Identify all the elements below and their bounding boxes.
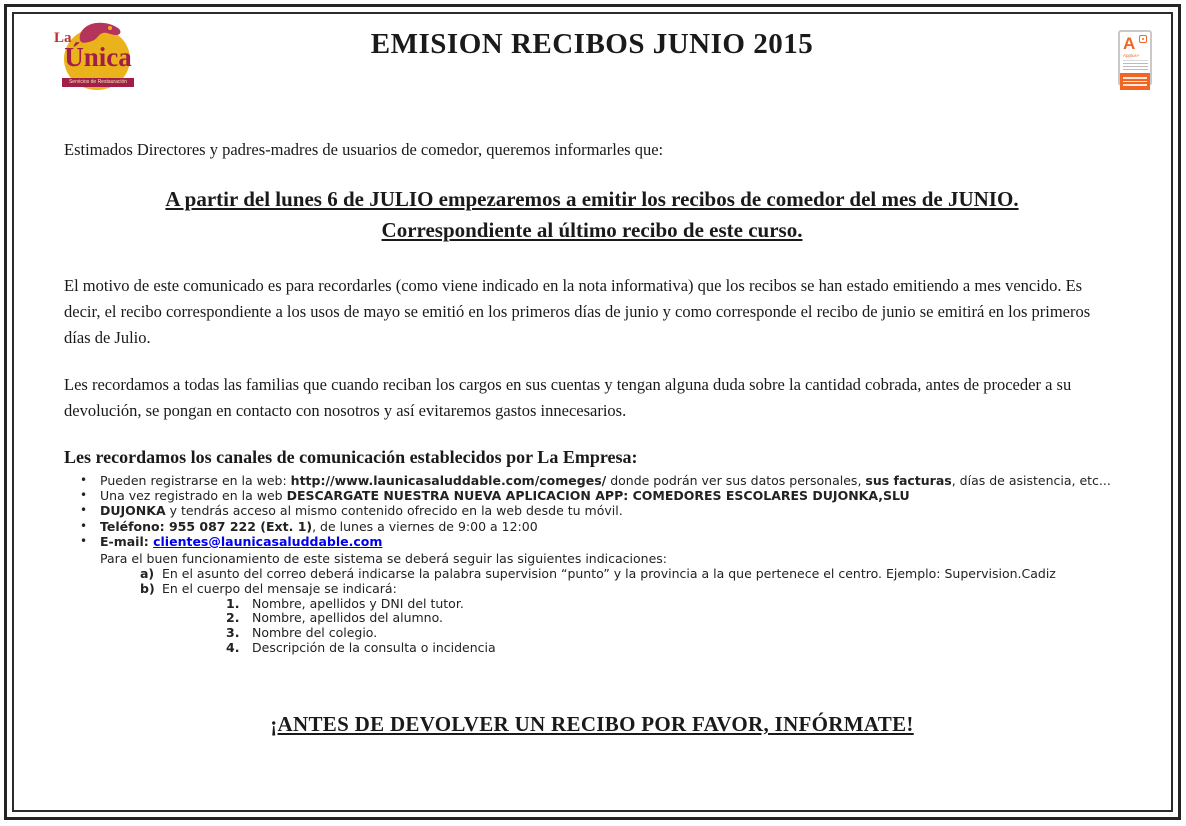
instruction-text: En el cuerpo del mensaje se indicará: [162, 581, 397, 597]
instruction-item-a [64, 566, 1120, 581]
instruction-label: b) [140, 581, 155, 597]
channels-bullet-list [64, 473, 1120, 549]
applus-certification-badge [1118, 30, 1152, 86]
instruction-text: En el asunto del correo deberá indicarse la palabra supervision “punto” y la provincia a la que pertenece el centro. Ejemplo: Supervision.Cadiz [162, 566, 1056, 582]
item-text: Descripción de la consulta o incidencia [252, 640, 496, 656]
badge-microtext [1123, 63, 1148, 71]
bullet-app-access: • DUJONKA y tendrás acceso al mismo contenido ofrecido en la web desde tu móvil. [64, 503, 1120, 518]
instructions-intro: Para el buen funcionamiento de este sistema se deberá seguir las siguientes indicaciones: [100, 551, 667, 567]
message-field-item [64, 597, 1120, 612]
intro-paragraph: Estimados Directores y padres-madres de usuarios de comedor, queremos informarles que: [64, 140, 664, 159]
message-field-item [64, 641, 1120, 656]
document-header [20, 18, 1164, 114]
instruction-item-b [64, 581, 1120, 596]
logo-top-text: La [54, 30, 72, 46]
message-field-item [64, 626, 1120, 641]
headline-line-1: A partir del lunes 6 de JULIO empezaremos a emitir los recibos de comedor del mes de JUNIO. [165, 187, 1019, 211]
item-text: Nombre del colegio. [252, 625, 378, 641]
item-number: 4. [226, 640, 240, 656]
message-field-item [64, 611, 1120, 626]
bullet-app-download: • Una vez registrado en la web DESCARGATE NUESTRA NUEVA APLICACION APP: COMEDORES ESCOLARES DUJONKA,SLU [64, 488, 1120, 503]
document-page [20, 18, 1164, 804]
item-text: Nombre, apellidos del alumno. [252, 610, 444, 626]
document-body [20, 140, 1164, 737]
badge-label: Applus+ [1123, 53, 1148, 61]
headline-announcement [64, 184, 1120, 246]
badge-footer-block [1120, 73, 1150, 90]
instruction-label: a) [140, 566, 155, 582]
headline-line-2: Correspondiente al último recibo de este curso. [381, 218, 803, 242]
channels-heading: Les recordamos los canales de comunicación establecidos por La Empresa: [64, 447, 638, 467]
logo-brand-text: Única [64, 42, 132, 72]
logo-tagline: Servicios de Restauración [62, 78, 134, 87]
bullet-telephone: • Teléfono: 955 087 222 (Ext. 1), de lunes a viernes de 9:00 a 12:00 [64, 519, 1120, 534]
item-number: 1. [226, 595, 240, 611]
item-number: 3. [226, 625, 240, 641]
bullet-email: • E-mail: clientes@launicasaluddable.com [64, 534, 1120, 549]
footer-warning-message: ¡ANTES DE DEVOLVER UN RECIBO POR FAVOR, INFÓRMATE! [270, 711, 914, 736]
email-link[interactable]: clientes@launicasaluddable.com [153, 533, 383, 549]
paragraph-reminder: Les recordamos a todas las familias que cuando reciban los cargos en sus cuentas y tengan alguna duda sobre la cantidad cobrada, antes de proceder a su devolución, se pongan en contacto con nosotros y así evitaremos gastos innecesarios. [64, 375, 1072, 420]
la-unica-logo [48, 20, 140, 110]
badge-target-icon [1139, 35, 1147, 43]
item-number: 2. [226, 610, 240, 626]
bullet-web-registration: • Pueden registrarse en la web: http://www.launicasaluddable.com/comeges/ donde podrán ver sus datos personales, sus facturas, días de asistencia, etc... [64, 473, 1120, 488]
instructions-section [64, 551, 1120, 656]
badge-letter: A [1123, 34, 1136, 53]
paragraph-explanation: El motivo de este comunicado es para recordarles (como viene indicado en la nota informativa) que los recibos se han estado emitiendo a mes vencido. Es decir, el recibo correspondiente a los usos de mayo se emitió en los primeros días de junio y como corresponde el recibo de junio se emitirá en los primeros días de Julio. [64, 276, 1091, 347]
item-text: Nombre, apellidos y DNI del tutor. [252, 595, 464, 611]
badge-logo-row [1123, 35, 1148, 53]
page-title: EMISION RECIBOS JUNIO 2015 [370, 28, 814, 60]
